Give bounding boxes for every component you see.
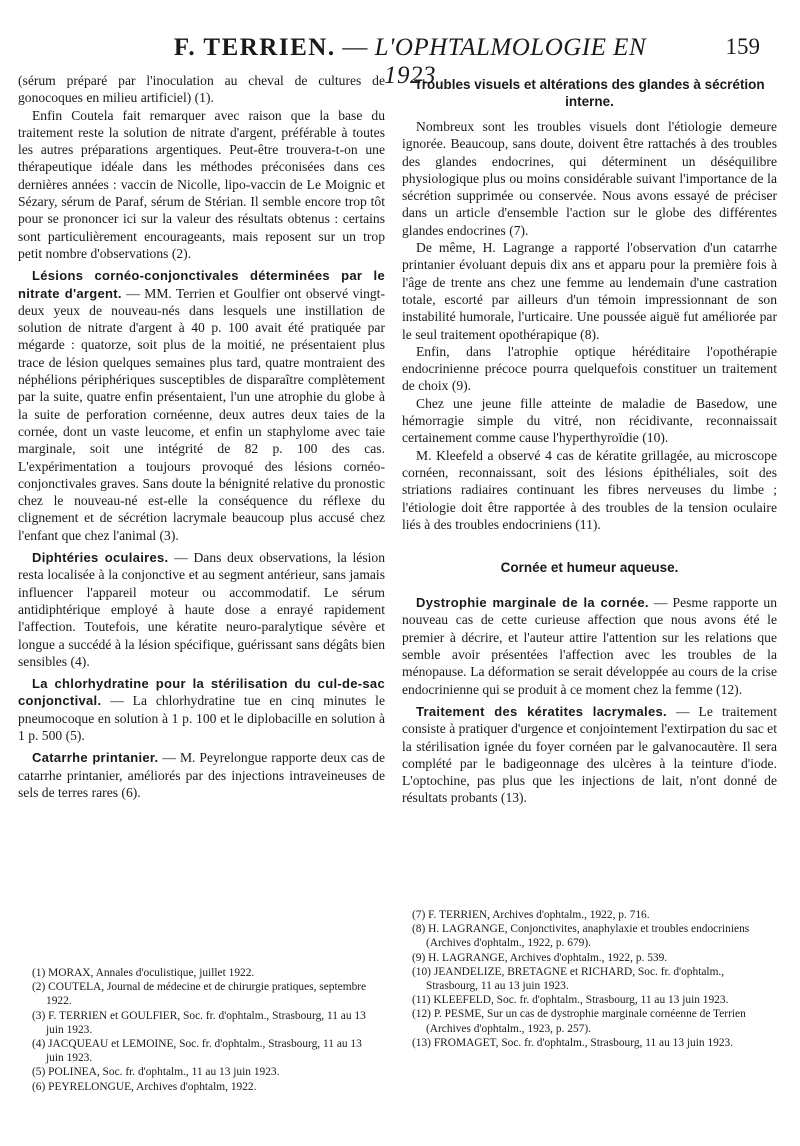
paragraph xyxy=(18,549,385,670)
header-author: F. TERRIEN. xyxy=(173,34,336,61)
paragraph-heading: Dystrophie marginale de la cornée. xyxy=(416,595,649,611)
paragraph: Chez une jeune fille atteinte de maladie de Basedow, une hémorragie simple du vitré, non récidivante, reconnaissait certainement comme cause l'hyperthyroïdie (10). xyxy=(402,395,777,446)
right-column xyxy=(402,72,777,807)
left-column xyxy=(18,72,385,801)
footnote: (4) JACQUEAU et LEMOINE, Soc. fr. d'ophtalm., Strasbourg, 11 au 13 juin 1923. xyxy=(32,1038,362,1065)
paragraph-body: — MM. Terrien et Goulfier ont observé vingt-deux yeux de nouveau-nés dans lesquels une instillation de solution de nitrate d'argent à 40 p. 100 avait été pratiquée par mégarde : quatorze, soit plus de la moitié, ne présentaient plus trace de lésion quelques semaines plus tard, quatre montraient des néphélions périphériques susceptibles de disparaître complètement par la suite, quatre enfin présentaient, l'un une atrophie du globe à la suite de perforation cornéenne, deux autres deux taies de la cornée, dont un vaste leucome, et enfin un staphylome avec taie marginale, soit une intégrité de 82 p. 100 des cas. L'expérimentation a toujours provoqué des lésions cornéo-conjonctivales graves. Sans doute la bénignité relative du pronostic chez le nouveau-né est-elle la conséquence du réflexe du clignement et de sécrétion lacrymale beaucoup plus accusé chez l'enfant que chez l'animal (3). xyxy=(18,285,385,543)
paragraph-body: — Dans deux observations, la lésion resta localisée à la conjonctive et au segment antérieur, sans jamais influencer l'appareil moteur ou accommodatif. Le sérum antidiphtérique employé à haute dose a enrayé rapidement l'affection. Toutefois, une kératite neuro-paralytique sévère et longue a succédé à la lésion spécifique, guérissant sans dégâts bien sensibles (4). xyxy=(18,550,385,669)
running-head xyxy=(150,34,760,89)
footnote: (7) F. TERRIEN, Archives d'ophtalm., 1922, p. 716. xyxy=(412,909,650,921)
paragraph-heading: Lésions cornéo-conjonctivales déterminées par le nitrate d'argent. xyxy=(18,268,385,301)
footnote: (10) JEANDELIZE, BRETAGNE et RICHARD, Soc. fr. d'ophtalm., Strasbourg, 11 au 13 juin 1923. xyxy=(412,965,725,993)
footnote: (3) F. TERRIEN et GOULFIER, Soc. fr. d'ophtalm., Strasbourg, 11 au 13 juin 1923. xyxy=(32,1009,366,1036)
paragraph xyxy=(18,675,385,744)
section-heading: Cornée et humeur aqueuse. xyxy=(500,560,679,576)
paragraph: M. Kleefeld a observé 4 cas de kératite grillagée, au microscope cornéen, reconnaissant, soit des lésions épithéliales, soit des striations radiaires continuant les fibres nerveuses du limbe ; l'étiologie doit être rapportée à des troubles de la tension oculaire liés à des troubles endocriniens (11). xyxy=(402,447,777,532)
paragraph: Nombreux sont les troubles visuels dont l'étiologie demeure ignorée. Beaucoup, sans doute, doivent être rattachés à des troubles des glandes endocrines, qui déterminent un déséquilibre physiologique plus ou moins considérable suivant l'importance de la sécrétion supprimée ou conservée. Nous avons essayé de préciser dans un article d'ensemble l'action sur le globe des différentes glandes endocrines (7). xyxy=(402,119,777,238)
footnote: (2) COUTELA, Journal de médecine et de chirurgie pratiques, septembre 1922. xyxy=(32,981,367,1008)
footnote: (12) P. PESME, Sur un cas de dystrophie marginale cornéenne de Terrien (Archives d'ophtalm., 1923, p. 257). xyxy=(412,1008,746,1035)
footnote: (6) PEYRELONGUE, Archives d'ophtalm, 1922. xyxy=(32,1080,257,1093)
paragraph-heading: Diphtéries oculaires. xyxy=(32,550,169,566)
paragraph-heading: Catarrhe printanier. xyxy=(32,750,159,766)
footnotes-right xyxy=(412,908,777,1050)
header-dash: — xyxy=(335,34,375,61)
paragraph: Enfin, dans l'atrophie optique héréditaire l'opothérapie endocrinienne précoce pourra quelquefois constituer un traitement de choix (9). xyxy=(402,343,777,394)
paragraph xyxy=(402,703,777,807)
footnotes-left xyxy=(32,966,382,1094)
footnote: (8) H. LAGRANGE, Conjonctivites, anaphylaxie et troubles endocriniens (Archives d'ophtalm., 1922, p. 679). xyxy=(412,923,750,950)
footnote: (11) KLEEFELD, Soc. fr. d'ophtalm., Strasbourg, 11 au 13 juin 1923. xyxy=(412,994,729,1007)
paragraph-heading: La chlorhydratine pour la stérilisation du cul-de-sac conjonctival. xyxy=(18,676,385,709)
paragraph xyxy=(18,749,385,801)
footnote: (9) H. LAGRANGE, Archives d'ophtalm., 1922, p. 539. xyxy=(412,951,668,964)
paragraph: (sérum préparé par l'inoculation au cheval de cultures de gonocoques en milieu artificiel) (1). xyxy=(18,73,385,106)
section-heading: Troubles visuels et altérations des glandes à sécrétion interne. xyxy=(414,77,765,109)
footnote: (1) MORAX, Annales d'oculistique, juillet 1922. xyxy=(32,967,255,979)
paragraph-body: — Pesme rapporte un nouveau cas de cette curieuse affection que nous avons été le premier à décrire, et l'auteur attire l'attention sur les relations que semble avoir présentées l'affection avec les troubles de la ménopause. La déformation se serait développée au cours de la crise endocrinienne qui se produit à ce moment chez la femme (12). xyxy=(402,595,777,697)
header-title: L'OPHTALMOLOGIE EN 1923 xyxy=(374,34,647,89)
paragraph-body: — M. Peyrelongue rapporte deux cas de catarrhe printanier, améliorés par des injections intraveineuses de sels de terres rares (6). xyxy=(18,750,386,800)
paragraph-body: — La chlorhydratine tue en cinq minutes le pneumocoque en solution à 1 p. 100 et le diplobacille en solution à 1 p. 500 (5). xyxy=(18,693,385,743)
paragraph-heading: Traitement des kératites lacrymales. xyxy=(416,703,667,719)
paragraph xyxy=(402,594,777,698)
paragraph: Enfin Coutela fait remarquer avec raison que la base du traitement reste la solution de nitrate d'argent, préférable à toutes les autres préparations argentiques. Peut-être trouvera-t-on une thérapeutique idéale dans les méthodes préconisées dans ces dernières années : vaccin de Nicolle, lipo-vaccin de Le Moignic et Sézary, sérum de Paraf, sérum de Stérian. Il semble encore trop tôt pour se prononcer ici sur la valeur des résultats obtenus : certains sont particulièrement encourageants, mais reposent sur un trop petit nombre d'observations (2). xyxy=(18,107,385,261)
footnote: (5) POLINEA, Soc. fr. d'ophtalm., 11 au 13 juin 1923. xyxy=(32,1066,280,1079)
paragraph: De même, H. Lagrange a rapporté l'observation d'un catarrhe printanier évoluant depuis dix ans et apparu pour la première fois à l'âge de trente ans chez une femme au lendemain d'une castration totale, escorté par ailleurs d'un témoin impressionnant de son instabilité humorale, l'urticaire. Une poussée aiguë fut améliorée par le seul traitement opothérapique (8). xyxy=(402,240,777,342)
paragraph-body: — Le traitement consiste à pratiquer d'urgence et conjointement l'extirpation du sac et la stérilisation ignée du foyer cornéen par le galvanocautère. Il sera complété par le badigeonnage des ulcères à la teinture d'iode. L'optochine, pas plus que les injections de lait, n'ont donné de résultats probants (13). xyxy=(402,703,778,806)
paragraph xyxy=(18,267,385,544)
page-number: 159 xyxy=(725,34,760,59)
footnote: (13) FROMAGET, Soc. fr. d'ophtalm., Strasbourg, 11 au 13 juin 1923. xyxy=(412,1036,734,1049)
